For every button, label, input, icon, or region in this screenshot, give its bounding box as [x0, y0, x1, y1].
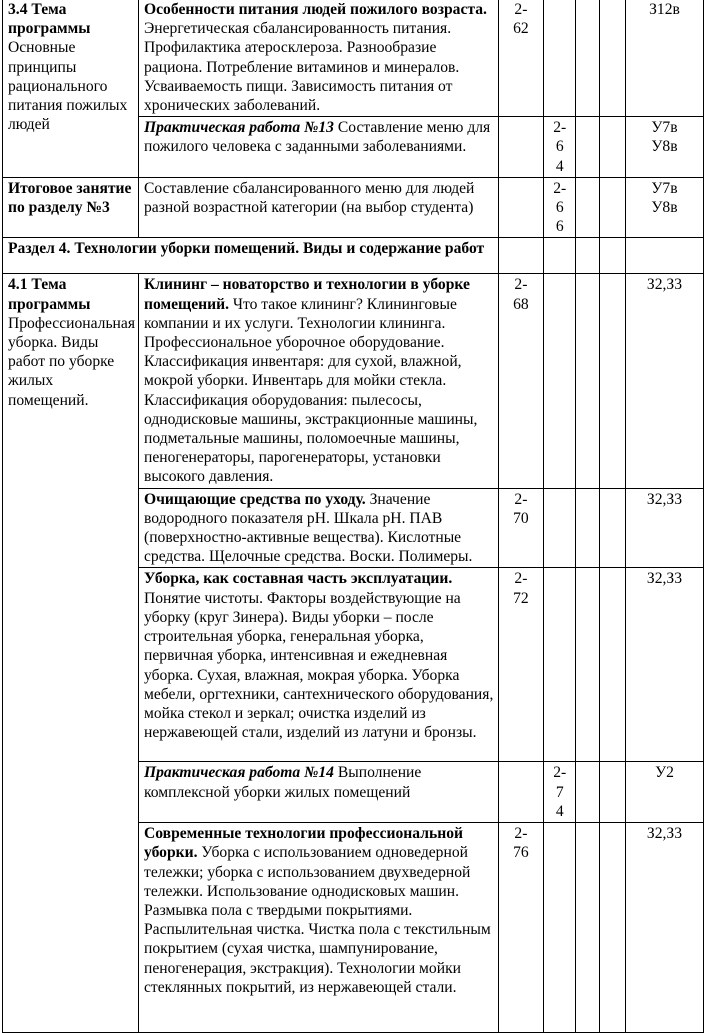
topic-cell [3, 274, 139, 1033]
hours-lecture-cell: 2- 70 [498, 488, 544, 568]
content-cell [139, 0, 499, 117]
empty-cell [576, 488, 600, 568]
content-cell [139, 274, 499, 488]
topic-description: Профессиональная уборка. Виды работ по уборке жилых помещений. [8, 314, 135, 409]
table-row [3, 0, 704, 117]
empty-cell [576, 762, 600, 823]
content-cell [139, 568, 499, 762]
topic-title: 4.1 Тема программы [8, 276, 91, 313]
empty-cell [600, 274, 626, 488]
empty-cell [576, 117, 600, 178]
content-text: Значение водородного показателя pH. Шкала pH. ПАВ (поверхностно-активные вещества). Кислотные средства. Щелочные средства. Воски. Полимеры. [144, 490, 473, 566]
topic-description: Основные принципы рационального питания пожилых людей [8, 39, 128, 134]
empty-cell [576, 568, 600, 762]
competency-codes-cell: З2,З3 [625, 488, 703, 568]
content-cell [139, 488, 499, 568]
hours-lecture-cell: 2- 62 [498, 0, 544, 117]
hours-lecture-cell [498, 762, 544, 823]
empty-cell [576, 0, 600, 117]
competency-codes-cell: З2,З3 [625, 823, 703, 1033]
content-heading: Клининг – новаторство и технологии в уборке помещений. [144, 276, 470, 313]
content-text: Энергетическая сбалансированность питания. Профилактика атеросклероза. Разнообразие рациона. Потребление витаминов и минералов. Усваиваемость пищи. Зависимость питания от хронических заболеваний. [144, 20, 460, 115]
content-cell: Составление сбалансированного меню для людей разной возрастной категории (на выбор студента) [139, 177, 499, 238]
section-heading: Раздел 4. Технологии уборки помещений. Виды и содержание работ [3, 238, 499, 274]
content-text: Что такое клининг? Клининговые компании и их услуги. Технологии клининга. Профессиональное уборочное оборудование. Классификация инвентаря: для сухой, влажной, мокрой уборки. Инвентарь для мойки стекла. Классификация оборудования: пылесосы, однодисковые машины, экстракционные машины, подметальные машины, поломоечные машины, пеногенераторы, парогенераторы, установки высокого давления. [144, 295, 478, 486]
hours-lecture-cell [498, 177, 544, 238]
content-cell [139, 762, 499, 823]
content-heading: Особенности питания людей пожилого возраста. [144, 1, 487, 18]
table-row [3, 238, 704, 274]
empty-cell [576, 823, 600, 1033]
empty-cell [576, 274, 600, 488]
empty-cell [600, 177, 626, 238]
content-cell [139, 117, 499, 178]
content-heading: Очищающие средства по уходу. [144, 490, 366, 508]
content-text: Уборка с использованием одноведерной тележки; уборка с использованием двухведерной тележки. Использование однодисковых машин. Размывка пола с твердыми покрытиями. Распылительная чистка. Чистка пола с текстильным покрытием (сухая чистка, шампунирование, пеногенерация, экстракция). Технологии мойки стеклянных покрытий, из нержавеющей стали. [144, 844, 491, 996]
empty-cell [498, 238, 544, 274]
hours-lecture-cell: 2- 76 [498, 823, 544, 1033]
curriculum-table [2, 0, 704, 1033]
empty-cell [600, 0, 626, 117]
final-lesson-title: Итоговое занятие по разделу №3 [3, 177, 139, 238]
empty-cell [600, 823, 626, 1033]
hours-practice-cell: 2- 7 4 [544, 762, 576, 823]
content-heading: Уборка, как составная часть эксплуатации. [144, 570, 453, 588]
table-row [3, 274, 704, 488]
empty-cell [600, 238, 626, 274]
hours-practice-cell [544, 0, 576, 117]
topic-cell [3, 0, 139, 177]
table-row [3, 177, 704, 238]
hours-lecture-cell [498, 117, 544, 178]
content-text: Понятие чистоты. Факторы воздействующие на уборку (круг Зинера). Виды уборки – после строительная уборка, генеральная уборка, первичная уборка, интенсивная и ежедневная уборка. Сухая, влажная, мокрая уборка. Уборка мебели, оргтехники, сантехнического оборудования, мойка стекол и зеркал; очистка изделий из нержавеющей стали, изделий из латуни и бронзы. [144, 589, 494, 742]
empty-cell [576, 177, 600, 238]
competency-codes-cell: У2 [625, 762, 703, 823]
hours-lecture-cell: 2- 72 [498, 568, 544, 762]
hours-practice-cell [544, 823, 576, 1033]
empty-cell [576, 238, 600, 274]
empty-cell [600, 488, 626, 568]
content-cell [139, 823, 499, 1033]
empty-cell [600, 117, 626, 178]
topic-title: 3.4 Тема программы [8, 1, 91, 38]
content-heading: Современные технологии профессиональной уборки. [144, 825, 463, 862]
competency-codes-cell: З2,З3 [625, 568, 703, 762]
hours-practice-cell: 2- 6 4 [544, 117, 576, 178]
hours-practice-cell [544, 568, 576, 762]
practical-work-title: Практическая работа №13 [144, 119, 334, 137]
hours-practice-cell [544, 274, 576, 488]
empty-cell [625, 238, 703, 274]
hours-practice-cell [544, 488, 576, 568]
competency-codes-cell: З2,З3 [625, 274, 703, 488]
competency-codes-cell: З12в [625, 0, 703, 117]
empty-cell [544, 238, 576, 274]
competency-codes-cell: У7в У8в [625, 177, 703, 238]
practical-work-title: Практическая работа №14 [144, 764, 334, 782]
empty-cell [600, 568, 626, 762]
competency-codes-cell: У7в У8в [625, 117, 703, 178]
hours-practice-cell: 2- 6 6 [544, 177, 576, 238]
content-text: Выполнение комплексной уборки жилых помещений [144, 764, 422, 801]
content-text: Составление меню для пожилого человека с заданными заболеваниями. [144, 119, 491, 156]
empty-cell [600, 762, 626, 823]
hours-lecture-cell: 2- 68 [498, 274, 544, 488]
